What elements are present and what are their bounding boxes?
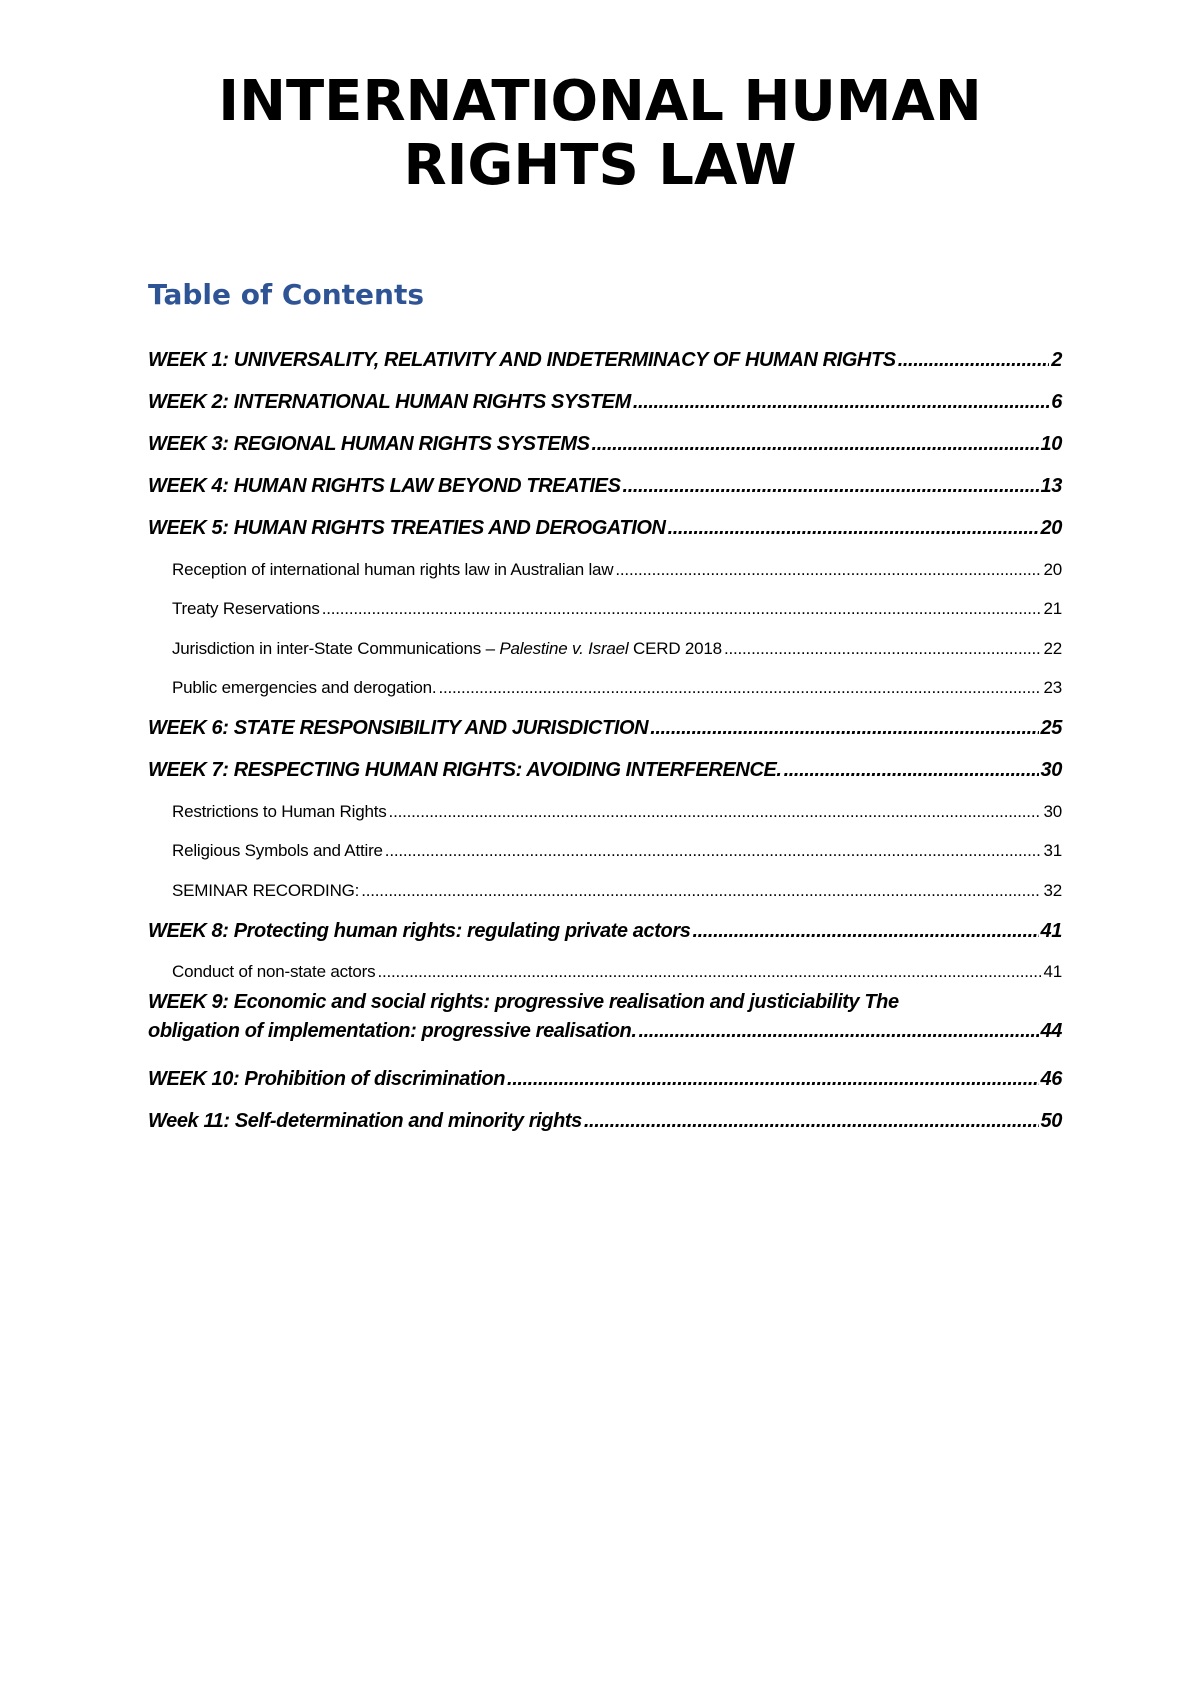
- toc-entry-week-1[interactable]: [148, 330, 1062, 372]
- toc-dot-leader: [507, 1068, 1039, 1091]
- toc-entry-text: Public emergencies and derogation.: [172, 678, 437, 697]
- toc-entry-text-line-2: obligation of implementation: progressive realisation.: [148, 1020, 637, 1042]
- toc-dot-leader: [361, 881, 1041, 901]
- toc-entry-text: WEEK 4: HUMAN RIGHTS LAW BEYOND TREATIES: [148, 475, 621, 497]
- toc-page-number: 20: [1043, 559, 1062, 579]
- toc-page-number: 46: [1040, 1068, 1062, 1090]
- toc-subentry-treaty-reservations[interactable]: [148, 580, 1062, 620]
- toc-dot-leader: [668, 517, 1039, 540]
- toc-page-number: 23: [1043, 678, 1062, 697]
- toc-entry-text: WEEK 7: RESPECTING HUMAN RIGHTS: AVOIDING INTERFERENCE.: [148, 759, 782, 781]
- toc-subentry-seminar-recording[interactable]: [148, 861, 1062, 901]
- toc-entry-text: Reception of international human rights law in Australian law: [172, 559, 614, 579]
- toc-dot-leader: [784, 759, 1039, 782]
- toc-entry-text: Treaty Reservations: [172, 599, 320, 618]
- toc-subentry-restrictions[interactable]: [148, 782, 1062, 822]
- toc-page-number: 41: [1043, 962, 1062, 981]
- toc-entry-text: WEEK 8: Protecting human rights: regulating private actors: [148, 919, 691, 942]
- toc-page-number: 31: [1043, 841, 1062, 860]
- toc-entry-week-10[interactable]: [148, 1049, 1062, 1091]
- toc-page-number: 2: [1051, 349, 1062, 371]
- toc-dot-leader: [389, 802, 1042, 822]
- toc-entry-text: Week 11: Self-determination and minority rights: [148, 1110, 582, 1132]
- toc-entry-text-part: CERD 2018: [628, 638, 722, 658]
- toc-entry-text: WEEK 10: Prohibition of discrimination: [148, 1068, 506, 1090]
- toc-dot-leader: [615, 560, 1041, 580]
- toc-entry-text: Religious Symbols and Attire: [172, 841, 383, 860]
- toc-dot-leader: [650, 717, 1038, 740]
- toc-page-number: 13: [1040, 475, 1062, 497]
- toc-entry-text-part: Jurisdiction in inter-State Communications –: [172, 638, 500, 658]
- toc-entry-text: WEEK 2: INTERNATIONAL HUMAN RIGHTS SYSTEM: [148, 391, 631, 413]
- toc-dot-leader: [898, 349, 1050, 372]
- toc-subentry-jurisdiction[interactable]: [148, 619, 1062, 659]
- toc-entry-text: WEEK 5: HUMAN RIGHTS TREATIES AND DEROGATION: [148, 517, 666, 539]
- toc-heading: Table of Contents: [148, 278, 425, 311]
- toc-entry-week-2[interactable]: [148, 372, 1062, 414]
- toc-entry-week-4[interactable]: [148, 456, 1062, 498]
- document-title-line-1: INTERNATIONAL HUMAN: [218, 69, 982, 134]
- toc-entry-week-8[interactable]: [148, 901, 1062, 943]
- toc-dot-leader: [438, 678, 1041, 698]
- toc-dot-leader: [377, 962, 1041, 982]
- toc-page-number: 41: [1040, 919, 1062, 942]
- toc-entry-text-line-1: WEEK 9: Economic and social rights: progressive realisation and justiciability The: [148, 991, 899, 1013]
- toc-page-number: 25: [1040, 717, 1062, 739]
- toc-entry-week-5[interactable]: [148, 498, 1062, 540]
- toc-entry-text: SEMINAR RECORDING:: [172, 880, 360, 900]
- toc-entry-text: WEEK 1: UNIVERSALITY, RELATIVITY AND INDETERMINACY OF HUMAN RIGHTS: [148, 349, 896, 371]
- toc-dot-leader: [592, 433, 1039, 456]
- toc-dot-leader: [724, 639, 1042, 659]
- toc-entry-last-line: [148, 1017, 1062, 1046]
- document-title: [0, 70, 1200, 198]
- toc-entry-week-3[interactable]: [148, 414, 1062, 456]
- toc-page-number: 30: [1040, 759, 1062, 781]
- toc-dot-leader: [633, 391, 1049, 414]
- toc-dot-leader: [322, 599, 1042, 619]
- toc-subentry-non-state-actors[interactable]: [148, 943, 1062, 983]
- toc-page-number: 10: [1040, 433, 1062, 455]
- toc-page-number: 20: [1040, 517, 1062, 539]
- toc-dot-leader: [584, 1110, 1039, 1133]
- toc-entry-week-6[interactable]: [148, 698, 1062, 740]
- toc-dot-leader: [692, 920, 1038, 943]
- toc-page-number: 22: [1043, 638, 1062, 658]
- toc-entry-text: [172, 639, 722, 659]
- toc-dot-leader: [623, 475, 1039, 498]
- table-of-contents: [148, 330, 1062, 1133]
- toc-entry-text: WEEK 3: REGIONAL HUMAN RIGHTS SYSTEMS: [148, 433, 590, 455]
- toc-entry-week-7[interactable]: [148, 740, 1062, 782]
- toc-entry-week-9[interactable]: [148, 982, 1062, 1049]
- toc-subentry-religious-symbols[interactable]: [148, 822, 1062, 862]
- toc-page-number: 21: [1043, 599, 1062, 618]
- toc-dot-leader: [638, 1017, 1038, 1046]
- toc-entry-text: Conduct of non-state actors: [172, 962, 376, 981]
- toc-page-number: 6: [1051, 391, 1062, 413]
- toc-entry-week-11[interactable]: [148, 1091, 1062, 1133]
- toc-subentry-public-emergencies[interactable]: [148, 659, 1062, 699]
- toc-page-number: 30: [1043, 801, 1062, 821]
- toc-dot-leader: [385, 841, 1042, 861]
- toc-subentry-reception[interactable]: [148, 540, 1062, 580]
- toc-page-number: 32: [1043, 880, 1062, 900]
- toc-entry-text: WEEK 6: STATE RESPONSIBILITY AND JURISDICTION: [148, 717, 649, 739]
- toc-page-number: 50: [1040, 1110, 1062, 1132]
- document-title-line-2: RIGHTS LAW: [403, 133, 797, 198]
- toc-entry-text: Restrictions to Human Rights: [172, 801, 387, 821]
- toc-entry-case-name: Palestine v. Israel: [499, 638, 629, 658]
- toc-page-number: 44: [1040, 1020, 1062, 1042]
